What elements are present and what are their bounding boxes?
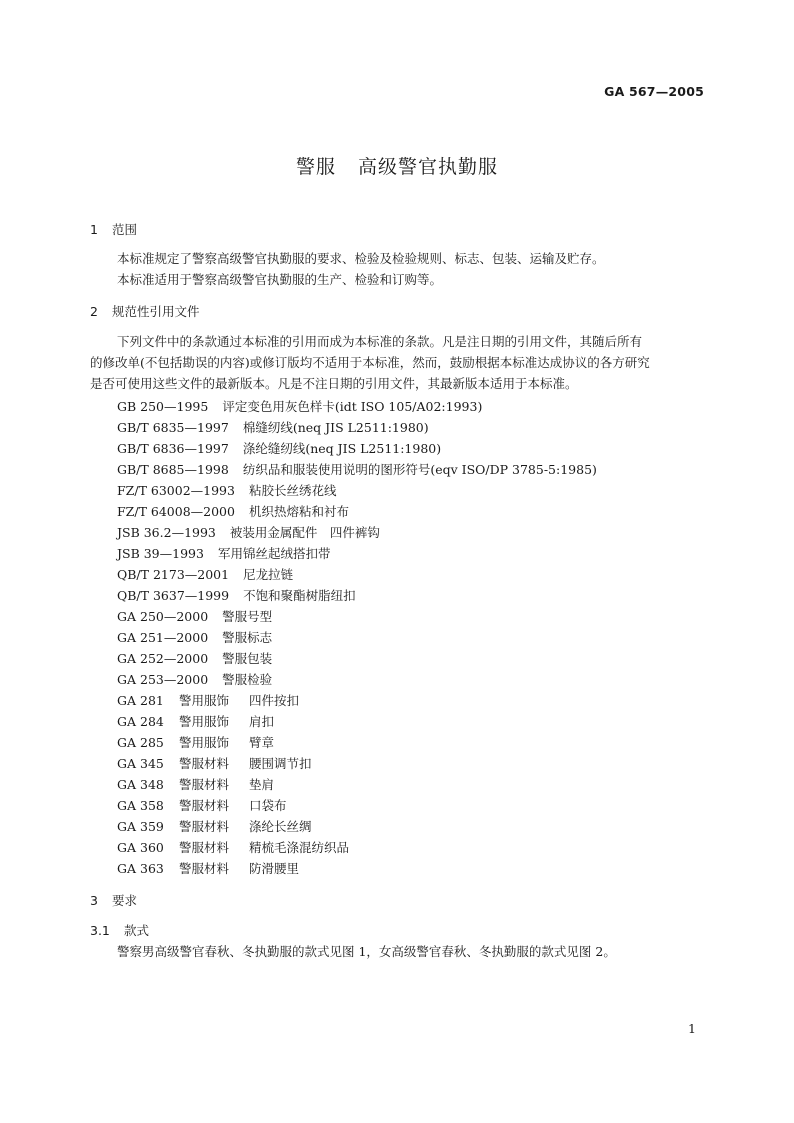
- reference-item: [117, 691, 299, 709]
- section-number: 1: [90, 222, 98, 237]
- reference-code: GB/T 6836—1997: [117, 441, 229, 456]
- reference-name: 涤纶长丝绸: [249, 819, 312, 834]
- section-title: 规范性引用文件: [112, 304, 200, 319]
- reference-item: [117, 565, 293, 583]
- reference-item: [117, 628, 272, 646]
- reference-category: 警服材料: [179, 861, 230, 876]
- reference-item: [117, 712, 274, 730]
- reference-name: 精梳毛涤混纺织品: [249, 840, 350, 855]
- reference-name: 涤纶缝纫线(neq JIS L2511:1980): [242, 441, 442, 456]
- reference-code: GA 345: [117, 756, 164, 771]
- title-part-2: 高级警官执勤服: [358, 156, 499, 178]
- reference-name: 口袋布: [249, 798, 287, 813]
- reference-code: FZ/T 63002—1993: [117, 483, 235, 498]
- section-1-line-1: 本标准规定了警察高级警官执勤服的要求、检验及检验规则、标志、包装、运输及贮存。: [117, 251, 605, 266]
- title-part-1: 警服: [295, 156, 336, 178]
- reference-code: GA 252—2000: [117, 651, 209, 666]
- reference-item: [117, 439, 441, 457]
- reference-item: [117, 838, 349, 856]
- reference-code: JSB 39—1993: [117, 546, 204, 561]
- reference-name: 评定变色用灰色样卡(idt ISO 105/A02:1993): [222, 399, 483, 414]
- section-number: 2: [90, 304, 98, 319]
- reference-code: QB/T 2173—2001: [117, 567, 230, 582]
- reference-category: 警用服饰: [179, 693, 230, 708]
- reference-code: GA 253—2000: [117, 672, 209, 687]
- reference-name: 警服检验: [222, 672, 273, 687]
- reference-item: [117, 733, 274, 751]
- reference-name: 纺织品和服装使用说明的图形符号(eqv ISO/DP 3785-5:1985): [242, 462, 597, 477]
- reference-name: 腰围调节扣: [249, 756, 312, 771]
- reference-category: 警用服饰: [179, 714, 230, 729]
- reference-code: FZ/T 64008—2000: [117, 504, 235, 519]
- section-1-line-2: 本标准适用于警察高级警官执勤服的生产、检验和订购等。: [117, 272, 443, 287]
- reference-name: 警服包装: [222, 651, 273, 666]
- reference-item: [117, 859, 299, 877]
- section-2-intro-line-2: 的修改单(不包括勘误的内容)或修订版均不适用于本标准，然而，鼓励根据本标准达成协议的各方研究: [90, 355, 650, 370]
- reference-category: 警用服饰: [179, 735, 230, 750]
- reference-name: 防滑腰里: [249, 861, 300, 876]
- section-number: 3: [90, 893, 98, 908]
- reference-item: [117, 649, 272, 667]
- section-number: 3.1: [90, 923, 110, 938]
- section-3-1-heading: [90, 921, 149, 939]
- reference-name: 尼龙拉链: [243, 567, 294, 582]
- reference-code: GA 358: [117, 798, 164, 813]
- reference-name: 四件按扣: [249, 693, 300, 708]
- reference-code: GA 285: [117, 735, 164, 750]
- reference-category: 警服材料: [179, 756, 230, 771]
- reference-item: [117, 418, 429, 436]
- reference-name: 垫肩: [249, 777, 275, 792]
- reference-name: 粘胶长丝绣花线: [248, 483, 337, 498]
- reference-code: GA 251—2000: [117, 630, 209, 645]
- standard-code: GA 567—2005: [604, 84, 704, 99]
- reference-code: JSB 36.2—1993: [117, 525, 216, 540]
- reference-name: 警服标志: [222, 630, 273, 645]
- reference-item: [117, 817, 312, 835]
- reference-name: 被装用金属配件 四件裤钩: [229, 525, 380, 540]
- reference-category: 警服材料: [179, 777, 230, 792]
- reference-item: [117, 586, 356, 604]
- reference-category: 警服材料: [179, 819, 230, 834]
- page-number: 1: [688, 1021, 696, 1036]
- reference-item: [117, 607, 272, 625]
- section-title: 范围: [112, 222, 138, 237]
- reference-code: GA 250—2000: [117, 609, 209, 624]
- reference-item: [117, 775, 274, 793]
- reference-category: 警服材料: [179, 798, 230, 813]
- reference-code: GA 360: [117, 840, 164, 855]
- reference-name: 肩扣: [249, 714, 275, 729]
- section-title: 要求: [112, 893, 138, 908]
- reference-item: [117, 670, 272, 688]
- section-title: 款式: [124, 923, 150, 938]
- reference-code: GB 250—1995: [117, 399, 209, 414]
- reference-item: [117, 460, 597, 478]
- reference-item: [117, 754, 312, 772]
- reference-item: [117, 544, 330, 562]
- document-title: [0, 152, 794, 179]
- reference-code: GA 348: [117, 777, 164, 792]
- section-1-heading: [90, 220, 137, 238]
- section-2-intro-line-3: 是否可使用这些文件的最新版本。凡是不注日期的引用文件，其最新版本适用于本标准。: [90, 376, 578, 391]
- reference-code: GA 284: [117, 714, 164, 729]
- section-3-heading: [90, 891, 137, 909]
- reference-item: [117, 397, 482, 415]
- reference-code: GB/T 6835—1997: [117, 420, 229, 435]
- section-2-intro-line-1: 下列文件中的条款通过本标准的引用而成为本标准的条款。凡是注日期的引用文件，其随后所有: [117, 334, 643, 349]
- reference-code: GA 359: [117, 819, 164, 834]
- reference-name: 警服号型: [222, 609, 273, 624]
- section-2-heading: [90, 302, 200, 320]
- reference-name: 臂章: [249, 735, 275, 750]
- reference-code: GA 281: [117, 693, 164, 708]
- reference-item: [117, 523, 380, 541]
- reference-code: QB/T 3637—1999: [117, 588, 230, 603]
- section-3-1-text: 警察男高级警官春秋、冬执勤服的款式见图 1，女高级警官春秋、冬执勤服的款式见图 2。: [117, 944, 616, 959]
- reference-code: GA 363: [117, 861, 164, 876]
- reference-category: 警服材料: [179, 840, 230, 855]
- reference-item: [117, 796, 287, 814]
- reference-name: 不饱和聚酯树脂纽扣: [243, 588, 356, 603]
- reference-name: 棉缝纫线(neq JIS L2511:1980): [242, 420, 429, 435]
- reference-item: [117, 502, 349, 520]
- reference-code: GB/T 8685—1998: [117, 462, 229, 477]
- reference-name: 军用锦丝起绒搭扣带: [217, 546, 331, 561]
- reference-item: [117, 481, 336, 499]
- reference-name: 机织热熔粘和衬布: [248, 504, 349, 519]
